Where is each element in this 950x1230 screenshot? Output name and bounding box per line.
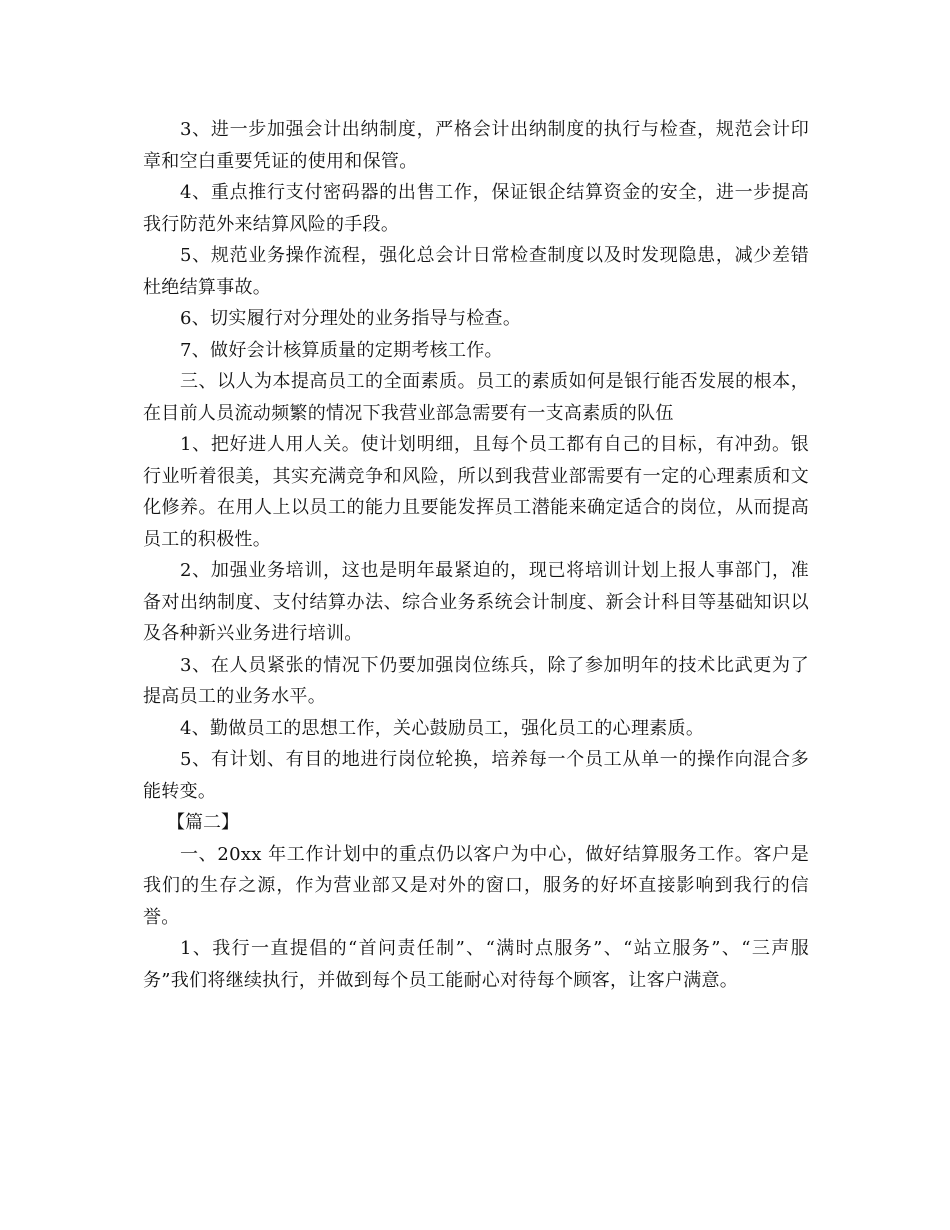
- paragraph-3: 5、规范业务操作流程，强化总会计日常检查制度以及时发现隐患，减少差错杜绝结算事故。: [143, 245, 809, 298]
- paragraph-4: 6、切实履行对分理处的业务指导与检查。: [180, 308, 522, 329]
- document-page: [143, 114, 809, 996]
- paragraph-1: 3、进一步加强会计出纳制度，严格会计出纳制度的执行与检查，规范会计印章和空白重要凭证的使用和保管。: [143, 119, 809, 172]
- paragraph-8: 2、加强业务培训，这也是明年最紧迫的，现已将培训计划上报人事部门，准备对出纳制度、支付结算办法、综合业务系统会计制度、新会计科目等基础知识以及各种新兴业务进行培训。: [143, 560, 809, 644]
- paragraph-2: 4、重点推行支付密码器的出售工作，保证银企结算资金的安全，进一步提高我行防范外来结算风险的手段。: [143, 182, 809, 235]
- paragraph-9: 3、在人员紧张的情况下仍要加强岗位练兵，除了参加明年的技术比武更为了提高员工的业务水平。: [143, 654, 809, 707]
- paragraph-6: 三、以人为本提高员工的全面素质。员工的素质如何是银行能否发展的根本，在目前人员流动频繁的情况下我营业部急需要有一支高素质的队伍: [143, 371, 809, 424]
- paragraph-5: 7、做好会计核算质量的定期考核工作。: [180, 339, 503, 361]
- paragraph-13: 1、我行一直提倡的“首问责任制”、“满时点服务”、“站立服务”、“三声服务”我们将继续执行，并做到每个员工能耐心对待每个顾客，让客户满意。: [143, 938, 809, 991]
- paragraph-11: 5、有计划、有目的地进行岗位轮换，培养每一个员工从单一的操作向混合多能转变。: [143, 749, 809, 802]
- paragraph-10: 4、勤做员工的思想工作，关心鼓励员工，强化员工的心理素质。: [180, 717, 705, 739]
- paragraph-12: 一、20xx 年工作计划中的重点仍以客户为中心，做好结算服务工作。客户是我们的生存之源，作为营业部又是对外的窗口，服务的好坏直接影响到我行的信誉。: [143, 843, 809, 928]
- paragraph-7: 1、把好进人用人关。使计划明细，且每个员工都有自己的目标，有冲劲。银行业听着很美，其实充满竞争和风险，所以到我营业部需要有一定的心理素质和文化修养。在用人上以员工的能力且要能发挥员工潜能来确定适合的岗位，从而提高员工的积极性。: [143, 434, 809, 550]
- section-heading: 【篇二】: [167, 812, 239, 833]
